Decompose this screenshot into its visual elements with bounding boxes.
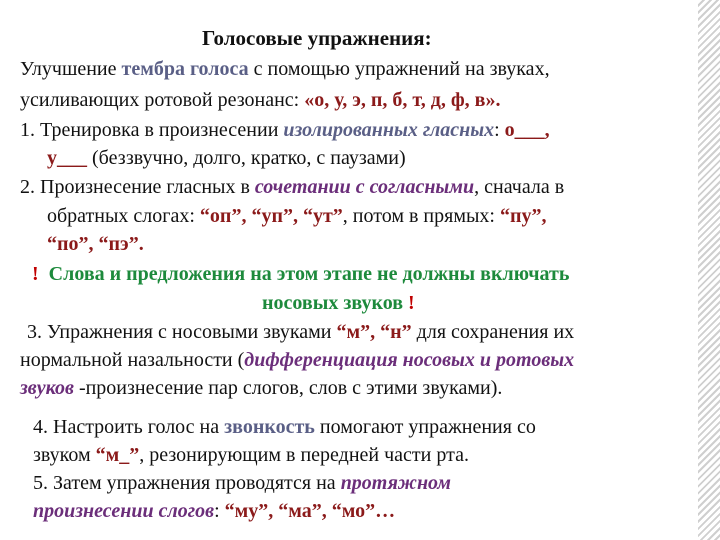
intro-text: усиливающих ротовой резонанс: bbox=[20, 89, 305, 111]
item-5-highlight-syllables: произнесении слогов bbox=[33, 500, 215, 522]
item-1-text: (беззвучно, долго, кратко, с паузами) bbox=[87, 147, 406, 169]
item-5-text: 5. Затем упражнения проводятся на bbox=[33, 472, 341, 494]
item-4-text: звуком bbox=[33, 444, 96, 466]
item-3-text: нормальной назальности ( bbox=[20, 349, 245, 371]
item-3-text: 3. Упражнения с носовыми звуками bbox=[27, 321, 337, 343]
intro-highlight-timbre: тембра голоса bbox=[121, 58, 249, 80]
item-2-text: , потом в прямых: bbox=[342, 205, 500, 227]
item-4-line-1 bbox=[33, 414, 536, 440]
item-1-line-1 bbox=[20, 117, 550, 143]
item-1-text: : bbox=[494, 119, 505, 141]
item-5-line-1 bbox=[33, 470, 451, 496]
item-3-line-1 bbox=[27, 319, 574, 345]
item-3-line-2 bbox=[20, 347, 574, 373]
intro-sounds-list: «о, у, э, п, б, т, д, ф, в». bbox=[304, 89, 501, 111]
item-2-text: Произнесение гласных в bbox=[40, 176, 255, 198]
item-1-line-2 bbox=[47, 145, 406, 171]
item-3-line-3 bbox=[20, 375, 502, 401]
item-2-highlight-combinations: сочетании с согласными bbox=[254, 176, 475, 198]
intro-line-1 bbox=[20, 56, 550, 82]
warning-mark-end: ! bbox=[403, 292, 415, 314]
item-2-reverse-syllables: “оп”, “уп”, “ут” bbox=[199, 205, 343, 227]
intro-text: Улучшение bbox=[20, 58, 122, 80]
item-1-text: Тренировка в произнесении bbox=[40, 119, 284, 141]
item-2-text: обратных слогах: bbox=[47, 205, 200, 227]
intro-text: с помощью упражнений на звуках, bbox=[248, 58, 550, 80]
item-3-nasal-sounds: “м”, “н” bbox=[336, 321, 412, 343]
item-1-vowel-u: у___ bbox=[47, 147, 87, 169]
warning-text-nasal: носовых звуков bbox=[262, 292, 404, 314]
item-3-text: -произнесение пар слогов, слов с этими звуками). bbox=[73, 377, 503, 399]
item-2-direct-syllables: “пу”, bbox=[499, 205, 547, 227]
item-2-line-1 bbox=[20, 174, 564, 200]
item-2-direct-syllables-cont: “по”, “пэ”. bbox=[47, 233, 144, 255]
item-4-text: , резонирующим в передней части рта. bbox=[139, 444, 469, 466]
item-4-highlight-sonority: звонкость bbox=[224, 416, 315, 438]
warning-line-1 bbox=[32, 261, 569, 287]
item-5-line-2 bbox=[33, 498, 395, 524]
item-2-text: , сначала в bbox=[474, 176, 565, 198]
slide-title: Голосовые упражнения: bbox=[202, 26, 432, 50]
warning-mark: ! bbox=[32, 263, 39, 285]
item-3-highlight-sounds: звуков bbox=[20, 377, 74, 399]
item-5-syllables: “му”, “ма”, “мо”… bbox=[224, 500, 396, 522]
item-5-text: : bbox=[214, 500, 225, 522]
item-4-sound-m: “м_” bbox=[95, 444, 140, 466]
warning-line-2 bbox=[262, 290, 415, 316]
intro-line-2 bbox=[20, 87, 500, 113]
item-2-line-2 bbox=[47, 203, 547, 229]
item-4-line-2 bbox=[33, 442, 469, 468]
item-3-text: для сохранения их bbox=[411, 321, 575, 343]
item-1-number: 1. bbox=[20, 119, 35, 141]
item-5-highlight-prolonged: протяжном bbox=[340, 472, 451, 494]
item-1-vowel-o: о___, bbox=[504, 119, 550, 141]
hatched-edge-decoration bbox=[698, 0, 720, 540]
item-3-highlight-differentiation: дифференциация носовых и ротовых bbox=[244, 349, 575, 371]
warning-text: Слова и предложения на этом этапе не должны включать bbox=[48, 263, 570, 285]
item-2-number: 2. bbox=[20, 176, 35, 198]
item-2-line-3 bbox=[47, 231, 144, 257]
item-4-text: помогают упражнения со bbox=[314, 416, 536, 438]
item-4-text: 4. Настроить голос на bbox=[33, 416, 225, 438]
item-1-highlight-isolated-vowels: изолированных гласных bbox=[283, 119, 495, 141]
